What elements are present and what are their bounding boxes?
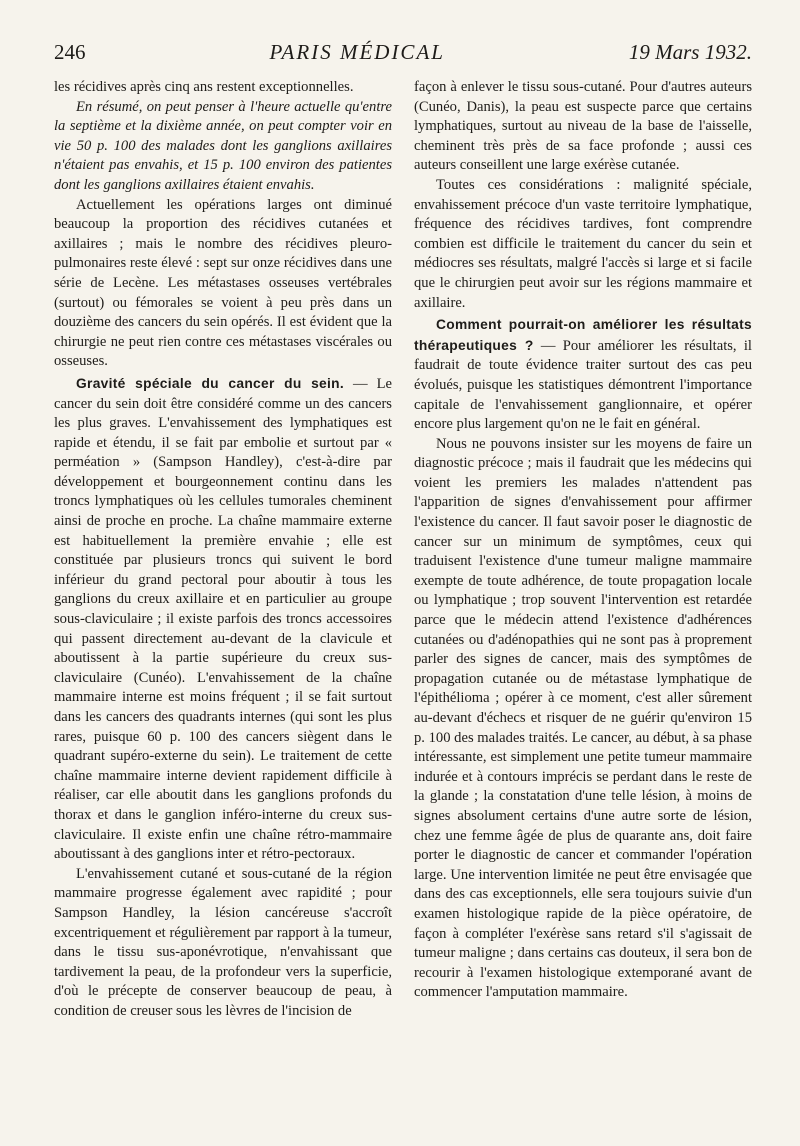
paragraph: Toutes ces considérations : malignité spéciale, envahissement précoce d'un vaste territoire lymphatique, fréquence des récidives tardives, font comprendre combien est difficile le traitement du cancer du sein et médiocres ses résultats, malgré l'accès si large et si facile que le chirurgien peut avoir sur les régions mammaire et axillaire.	[414, 176, 752, 311]
section-paragraph	[414, 315, 752, 435]
right-column	[414, 78, 752, 1022]
section-heading: Gravité spéciale du cancer du sein.	[76, 375, 345, 391]
section-text: — Pour améliorer les résultats, il faudrait de toute évidence traiter surtout des cas peu évolués, puisque les statistiques démontrent l'importance capitale de l'envahissement ganglionnaire, et opérer encore plus largement qu'on ne le fait en général.	[414, 337, 752, 433]
section-paragraph	[54, 374, 392, 865]
section-text: — Le cancer du sein doit être considéré comme un des cancers les plus graves. L'envahissement des lymphatiques est rapide et étendu, il se fait par embolie et surtout par « perméation » (Sampson Handley), c'est-à-dire par développement et bourgeonnement continu dans les troncs lymphatiques où les cellules tumorales cheminent ainsi de proche en proche. La chaîne mammaire externe est habituellement la première envahie ; elle est constituée par plusieurs troncs qui suivent le bord inférieur du grand pectoral pour aboutir à tous les ganglions du creux axillaire et en particulier au groupe sous-claviculaire ; il existe parfois des troncs accessoires qui passent directement au-devant de la clavicule et aboutissent à la partie supérieure du creux sus-claviculaire (Cunéo). L'envahissement de la chaîne mammaire interne est moins fréquent ; il se fait surtout dans les cancers des quadrants internes (qui sont les plus rares, puisque 60 p. 100 des cancers siègent dans le quadrant supéro-externe du sein). Le traitement de cette chaîne mammaire interne devient rapidement difficile à réaliser, car elle aboutit dans les ganglions profonds du thorax et dans le ganglion inféro-interne du creux sus-claviculaire. Il existe enfin une chaîne rétro-mammaire aboutissant à des ganglions inter et rétro-pectoraux.	[54, 375, 392, 863]
paragraph: les récidives après cinq ans restent exceptionnelles.	[54, 79, 354, 95]
section-heading: Comment pourrait-on améliorer les résultats thérapeutiques ?	[414, 317, 752, 353]
summary-paragraph: En résumé, on peut penser à l'heure actuelle qu'entre la septième et la dixième année, on peut compter voir en vie 50 p. 100 des malades dont les ganglions axillaires n'étaient pas envahis, et 15 p. 100 environ des patientes dont les ganglions axillaires étaient envahis.	[54, 98, 392, 193]
paragraph: Actuellement les opérations larges ont diminué beaucoup la proportion des récidives cutanées et axillaires ; mais le nombre des récidives pleuro-pulmonaires reste élevé : sept sur onze récidives dans une série de Lecène. Les métastases osseuses vertébrales (surtout) ou fémorales se voient à peu près dans un douzième des cancers du sein opérés. Il est évident que la chirurgie ne peut rien contre ces métastases viscérales ou osseuses.	[54, 196, 392, 370]
paragraph: façon à enlever le tissu sous-cutané. Pour d'autres auteurs (Cunéo, Danis), la peau est suspecte parce que certains lymphatiques, surtout au niveau de la base de l'aisselle, cheminent très près de sa face profonde ; aussi ces auteurs conseillent une large exérèse cutanée.	[414, 79, 752, 174]
left-column	[54, 78, 392, 1022]
body-columns	[54, 78, 752, 1022]
journal-title: PARIS MÉDICAL	[269, 40, 445, 64]
running-header	[54, 40, 752, 68]
paragraph: Nous ne pouvons insister sur les moyens de faire un diagnostic précoce ; mais il faudrait que les médecins qui voient les premiers les malades n'attendent pas l'apparition de signes d'envahissement pour affirmer l'existence du cancer. Il faut savoir poser le diagnostic de cancer sur un minimum de symptômes, ceux qui traduisent l'existence d'une tumeur maligne mammaire exempte de toute adhérence, de toute propagation locale ou lymphatique ; trop souvent l'intervention est retardée parce que le médecin attend l'existence d'adhérences cutanées ou d'adénopathies qui ne sont pas à proprement parler des signes de cancer, mais des symptômes de propagation cutanée ou de métastase lymphatique de l'épithélioma ; opérer à ce moment, c'est aller sûrement au-devant d'échecs et risquer de ne guérir qu'environ 15 p. 100 des malades traités. Le cancer, au début, à sa phase intéressante, est simplement une petite tumeur mammaire indurée et à contours imprécis se perdant dans le reste de la glande ; la constatation d'une telle lésion, à moins de signes absolument certains d'une autre sorte de lésion, chez une femme âgée de plus de quarante ans, doit faire porter le diagnostic de cancer et commander l'opération large. Une intervention limitée ne peut être envisagée que dans des cas exceptionnels, elle sera toujours suivie d'un examen histologique rapide de la pièce opératoire, de façon à compléter l'exérèse sans retard s'il s'agissait de tumeur maligne ; dans certains cas douteux, il sera bon de recourir à l'examen histologique extemporané avant de commencer l'amputation mammaire.	[414, 435, 752, 1001]
issue-date: 19 Mars 1932.	[628, 40, 752, 64]
page-number: 246	[54, 40, 86, 64]
paragraph: L'envahissement cutané et sous-cutané de la région mammaire progresse également avec rapidité ; pour Sampson Handley, la lésion cancéreuse s'accroît excentriquement et régulièrement par rapport à la tumeur, dans le tissu sus-aponévrotique, n'envahissant que tardivement la peau, de la profondeur vers la superficie, d'où le précepte de conserver beaucoup de peau, à condition de creuser sous les lèvres de l'incision de	[54, 865, 392, 1019]
